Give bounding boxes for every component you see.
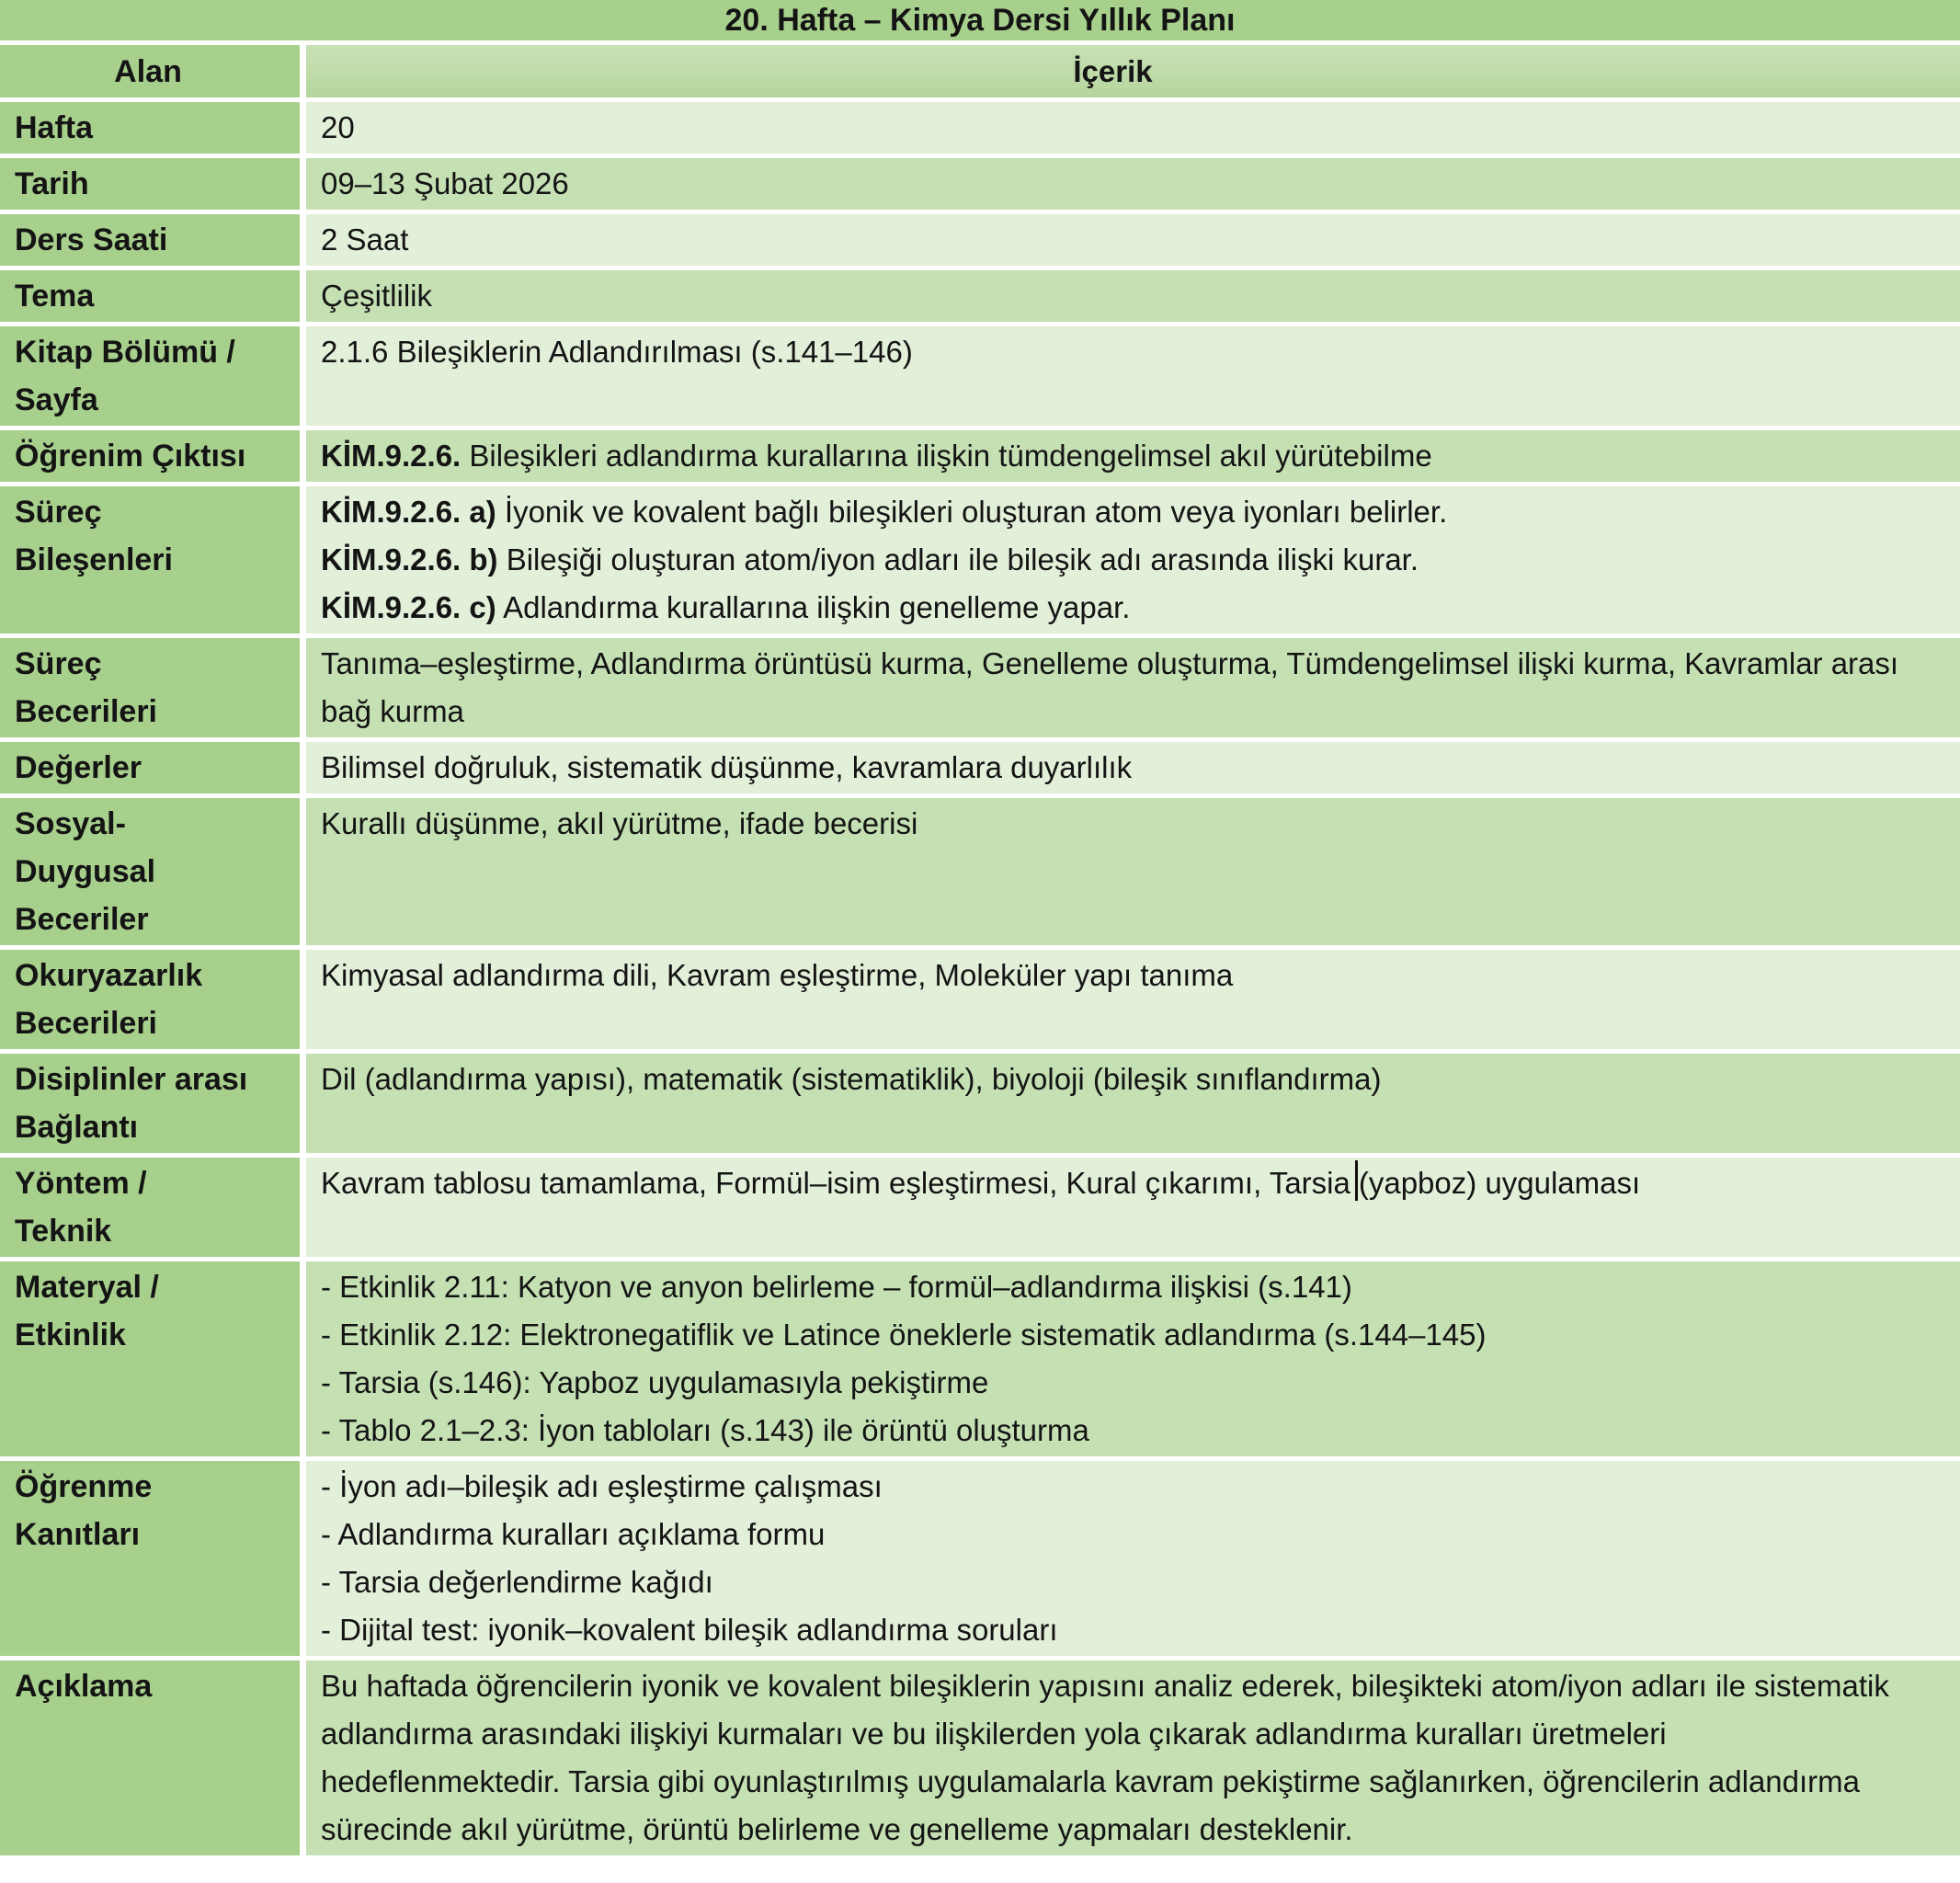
row-label-cell[interactable] [0, 950, 300, 1049]
row-label-text: Tema [15, 279, 95, 314]
text-cursor [1355, 1160, 1358, 1201]
content-line [321, 1511, 1905, 1558]
row-label-text: Hafta [15, 110, 94, 145]
content-line [321, 1159, 1905, 1207]
content-text: Bileşikleri adlandırma kurallarına ilişkin tümdengelimsel akıl yürütebilme [461, 439, 1432, 473]
row-content-cell[interactable] [306, 950, 1960, 1049]
row-label-cell[interactable] [0, 1461, 300, 1656]
content-text: Kavram tablosu tamamlama, Formül–isim eşleştirmesi, Kural çıkarımı, Tarsia [321, 1166, 1350, 1200]
row-label-text: Değerler [15, 750, 142, 785]
table-header-row [0, 45, 1960, 97]
column-header-alan[interactable] [0, 45, 300, 97]
content-text: - Dijital test: iyonik–kovalent bileşik adlandırma soruları [321, 1613, 1058, 1647]
row-content-cell[interactable] [306, 1261, 1960, 1456]
row-content-cell[interactable] [306, 158, 1960, 210]
row-content-cell[interactable] [306, 1660, 1960, 1855]
row-label-cell[interactable] [0, 270, 300, 322]
table-row [0, 1660, 1960, 1855]
row-content-cell[interactable] [306, 270, 1960, 322]
row-label-text: Beceriler [15, 902, 149, 937]
table-row [0, 158, 1960, 210]
row-label-text: Becerileri [15, 694, 157, 729]
table-body [0, 102, 1960, 1855]
row-label-text: Materyal / [15, 1270, 159, 1305]
row-label-text: Etkinlik [15, 1318, 126, 1352]
row-content-cell[interactable] [306, 638, 1960, 737]
content-text: Adlandırma kurallarına ilişkin genelleme yapar. [496, 590, 1131, 624]
row-label-cell[interactable] [0, 1660, 300, 1855]
row-label-cell[interactable] [0, 214, 300, 266]
table-row [0, 430, 1960, 482]
content-text-bold: KİM.9.2.6. c) [321, 590, 496, 624]
column-header-icerik-label: İçerik [1073, 53, 1153, 88]
content-line [321, 272, 1905, 320]
content-text: 09–13 Şubat 2026 [321, 166, 569, 200]
row-label-text: Kanıtları [15, 1517, 141, 1552]
content-text: - Etkinlik 2.11: Katyon ve anyon belirleme – formül–adlandırma ilişkisi (s.141) [321, 1270, 1352, 1304]
row-content-cell[interactable] [306, 430, 1960, 482]
row-label-text: Sayfa [15, 382, 98, 417]
content-line [321, 1463, 1905, 1511]
row-label-cell[interactable] [0, 158, 300, 210]
content-line [321, 1263, 1905, 1311]
content-text: Çeşitlilik [321, 279, 433, 313]
content-text: - Adlandırma kuralları açıklama formu [321, 1517, 826, 1551]
content-line [321, 1359, 1905, 1407]
content-line [321, 1407, 1905, 1455]
content-line [321, 1606, 1905, 1654]
row-content-cell[interactable] [306, 214, 1960, 266]
row-content-cell[interactable] [306, 742, 1960, 793]
content-text: İyonik ve kovalent bağlı bileşikleri oluşturan atom veya iyonları belirler. [496, 495, 1448, 529]
row-label-cell[interactable] [0, 742, 300, 793]
table-row [0, 486, 1960, 633]
row-label-text: Yöntem / [15, 1166, 147, 1201]
content-line [321, 328, 1905, 376]
content-text: (yapboz) uygulaması [1358, 1166, 1641, 1200]
row-content-cell[interactable] [306, 1054, 1960, 1153]
content-line [321, 536, 1905, 584]
table-row [0, 1261, 1960, 1456]
content-text: 2.1.6 Bileşiklerin Adlandırılması (s.141–146) [321, 335, 913, 369]
content-text-bold: KİM.9.2.6. b) [321, 542, 498, 576]
content-text: - İyon adı–bileşik adı eşleştirme çalışması [321, 1469, 883, 1503]
table-row [0, 950, 1960, 1049]
row-content-cell[interactable] [306, 102, 1960, 154]
content-text: Bilimsel doğruluk, sistematik düşünme, kavramlara duyarlılık [321, 750, 1133, 784]
content-line [321, 160, 1905, 208]
table-title-bar[interactable] [0, 0, 1960, 40]
row-content-cell[interactable] [306, 798, 1960, 945]
content-text: 20 [321, 110, 355, 144]
table-row [0, 270, 1960, 322]
content-text: Bileşiği oluşturan atom/iyon adları ile bileşik adı arasında ilişki kurar. [497, 542, 1419, 576]
page-title: 20. Hafta – Kimya Dersi Yıllık Planı [724, 2, 1236, 38]
row-content-cell[interactable] [306, 486, 1960, 633]
row-label-text: Okuryazarlık [15, 958, 203, 993]
content-text: - Etkinlik 2.12: Elektronegatiflik ve Latince öneklerle sistematik adlandırma (s.144–145) [321, 1318, 1487, 1352]
row-label-text: Süreç [15, 646, 102, 681]
content-line [321, 104, 1905, 152]
column-header-icerik[interactable] [306, 45, 1960, 97]
row-label-text: Kitap Bölümü / [15, 335, 235, 370]
row-label-cell[interactable] [0, 798, 300, 945]
content-text: 2 Saat [321, 223, 409, 257]
content-line [321, 744, 1905, 792]
row-label-text: Bileşenleri [15, 542, 173, 577]
table-row [0, 798, 1960, 945]
row-label-text: Becerileri [15, 1006, 157, 1041]
row-label-text: Sosyal- [15, 806, 126, 841]
content-line [321, 584, 1905, 632]
content-text: Dil (adlandırma yapısı), matematik (sistematiklik), biyoloji (bileşik sınıflandırma) [321, 1062, 1382, 1096]
content-text: - Tarsia (s.146): Yapboz uygulamasıyla pekiştirme [321, 1365, 989, 1399]
content-line [321, 1662, 1905, 1854]
content-line [321, 640, 1905, 736]
row-label-text: Süreç [15, 495, 102, 530]
content-line [321, 952, 1905, 999]
content-text-bold: KİM.9.2.6. a) [321, 495, 496, 529]
row-label-text: Ders Saati [15, 223, 168, 257]
table-row [0, 742, 1960, 793]
content-line [321, 432, 1905, 480]
row-label-text: Açıklama [15, 1669, 153, 1704]
content-line [321, 1558, 1905, 1606]
content-text: Tanıma–eşleştirme, Adlandırma örüntüsü kurma, Genelleme oluşturma, Tümdengelimsel ilişki kurma, Kavramlar arası bağ kurma [321, 646, 1899, 728]
row-label-cell[interactable] [0, 1158, 300, 1257]
content-text: Kurallı düşünme, akıl yürütme, ifade becerisi [321, 806, 918, 840]
content-line [321, 800, 1905, 848]
row-label-text: Bağlantı [15, 1110, 139, 1145]
row-label-cell[interactable] [0, 1261, 300, 1456]
column-header-alan-label: Alan [114, 53, 182, 89]
row-content-cell[interactable] [306, 1461, 1960, 1656]
row-label-text: Teknik [15, 1214, 112, 1249]
content-text: Kimyasal adlandırma dili, Kavram eşleştirme, Moleküler yapı tanıma [321, 958, 1234, 992]
row-content-cell[interactable] [306, 1158, 1960, 1257]
content-line [321, 1056, 1905, 1103]
row-label-text: Disiplinler arası [15, 1062, 248, 1097]
content-text-bold: KİM.9.2.6. [321, 439, 462, 473]
row-label-text: Öğrenme [15, 1469, 153, 1504]
content-line [321, 216, 1905, 264]
row-content-cell[interactable] [306, 326, 1960, 426]
table-row [0, 214, 1960, 266]
row-label-text: Duygusal [15, 854, 156, 889]
table-row [0, 326, 1960, 426]
table-row [0, 102, 1960, 154]
row-label-cell[interactable] [0, 486, 300, 633]
row-label-text: Tarih [15, 166, 89, 201]
table-row [0, 1158, 1960, 1257]
content-text: - Tarsia değerlendirme kağıdı [321, 1565, 713, 1599]
content-line [321, 1311, 1905, 1359]
content-text: - Tablo 2.1–2.3: İyon tabloları (s.143) ile örüntü oluşturma [321, 1413, 1089, 1447]
table-row [0, 1461, 1960, 1656]
content-line [321, 488, 1905, 536]
row-label-cell[interactable] [0, 326, 300, 426]
row-label-cell[interactable] [0, 1054, 300, 1153]
content-text: Bu haftada öğrencilerin iyonik ve kovalent bileşiklerin yapısını analiz ederek, bileşikteki atom/iyon adları ile sistematik adlandırma arasındaki ilişkiyi kurmaları ve bu ilişkilerden yola çıkarak adlandırma kuralları üretmeleri hedeflenmektedir. Tarsia gibi oyunlaştırılmış uygulamalarla kavram pekiştirme sağlanırken, öğrencilerin adlandırma sürecinde akıl yürütme, örüntü belirleme ve genelleme yapmaları desteklenir. [321, 1669, 1889, 1846]
row-label-text: Öğrenim Çıktısı [15, 439, 246, 474]
table-row [0, 1054, 1960, 1153]
row-label-cell[interactable] [0, 638, 300, 737]
table-row [0, 638, 1960, 737]
row-label-cell[interactable] [0, 102, 300, 154]
row-label-cell[interactable] [0, 430, 300, 482]
